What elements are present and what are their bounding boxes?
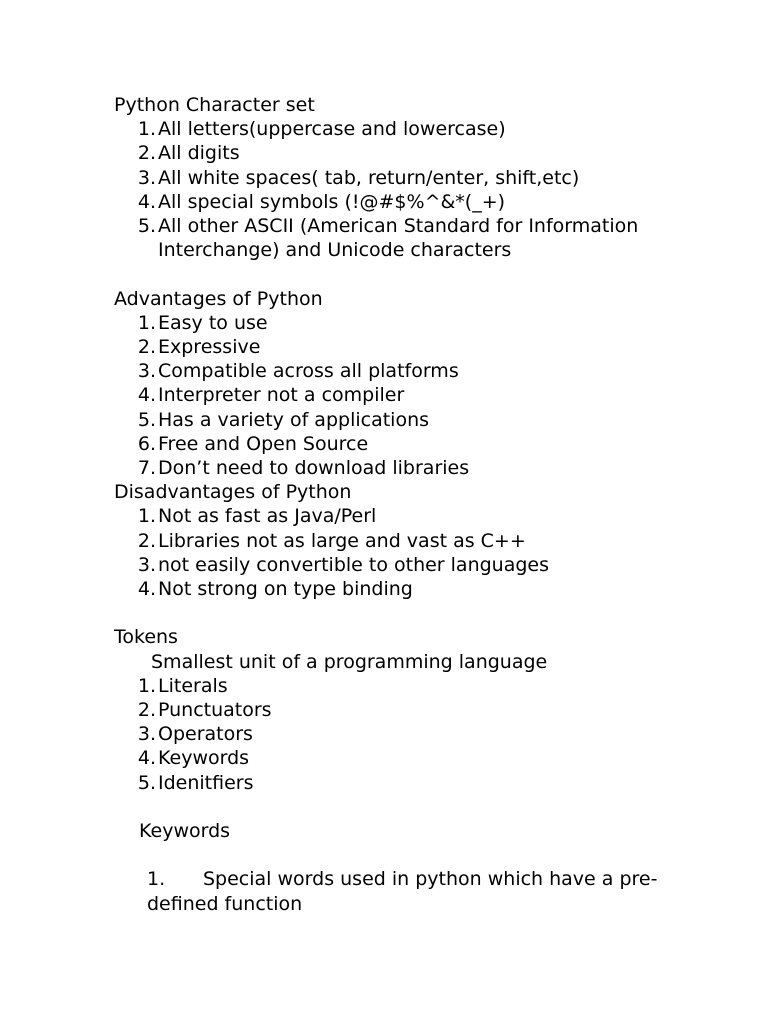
list-number: 4. <box>137 578 156 600</box>
list-text: All white spaces( tab, return/enter, shift,etc) <box>158 166 580 189</box>
list-text: Compatible across all platforms <box>158 360 459 383</box>
list-item <box>114 577 754 601</box>
list-text: All other ASCII (American Standard for Information Interchange) and Unicode characters <box>158 215 639 262</box>
list-item <box>114 746 754 770</box>
list-text: Has a variety of applications <box>158 408 430 431</box>
list-number: 2. <box>137 529 156 552</box>
list-text: Keywords <box>158 747 250 770</box>
keywords-definition <box>114 867 707 915</box>
list-item <box>114 674 754 698</box>
list-number: 1. <box>137 505 156 528</box>
list-number: 2. <box>137 335 156 358</box>
list-item <box>114 359 754 383</box>
list-text: Punctuators <box>158 698 272 721</box>
list-item <box>114 504 754 528</box>
list-item <box>114 553 754 577</box>
list-number: 7. <box>137 457 156 479</box>
list-item <box>114 214 754 262</box>
section-heading-keywords: Keywords <box>139 819 231 842</box>
list-number: 3. <box>137 553 156 576</box>
list-text: Easy to use <box>158 311 268 334</box>
list-item <box>114 408 754 432</box>
list-number: 4. <box>137 190 156 213</box>
list-number: 5. <box>137 408 156 431</box>
list-number: 2. <box>137 142 156 165</box>
list-text: Not as fast as Java/Perl <box>158 505 377 528</box>
list-item <box>114 383 754 407</box>
list-text: Idenitfiers <box>158 771 254 794</box>
list-item <box>114 335 754 359</box>
section-heading-disadvantages: Disadvantages of Python <box>114 481 352 504</box>
list-number: 4. <box>137 747 156 770</box>
advantages-list <box>114 311 754 480</box>
list-number: 2. <box>137 698 156 721</box>
list-item <box>114 456 754 480</box>
list-text: Don’t need to download libraries <box>158 457 470 479</box>
list-number: 1. <box>147 868 166 891</box>
list-text: Interpreter not a compiler <box>158 384 405 407</box>
list-item <box>114 141 754 165</box>
list-item <box>114 166 754 190</box>
list-text: Free and Open Source <box>158 432 369 455</box>
list-item <box>114 722 754 746</box>
list-number: 1. <box>137 311 156 334</box>
section-heading-tokens: Tokens <box>114 626 178 649</box>
disadvantages-list <box>114 504 754 601</box>
list-text: Expressive <box>158 335 261 358</box>
list-text: Operators <box>158 723 253 746</box>
list-number: 6. <box>137 432 156 455</box>
list-number: 3. <box>137 166 156 189</box>
list-item <box>114 311 754 335</box>
list-item <box>114 432 754 456</box>
list-number: 4. <box>137 384 156 407</box>
list-text: not easily convertible to other languages <box>158 553 550 576</box>
spacer <box>114 843 754 867</box>
list-text: Literals <box>158 674 228 697</box>
list-number: 1. <box>137 118 156 141</box>
list-number: 5. <box>137 215 156 237</box>
spacer <box>114 601 754 625</box>
section-heading-charset: Python Character set <box>114 94 315 116</box>
list-number: 5. <box>137 771 156 794</box>
list-text: Not strong on type binding <box>158 578 413 600</box>
list-number: 1. <box>137 674 156 697</box>
list-item <box>114 117 754 141</box>
tokens-definition: Smallest unit of a programming language <box>151 650 548 673</box>
list-text: All special symbols (!@#$%^&*(_+) <box>158 190 506 213</box>
list-item <box>114 698 754 722</box>
list-item <box>114 771 754 795</box>
list-text: All letters(uppercase and lowercase) <box>158 118 506 141</box>
spacer <box>114 262 754 286</box>
list-number: 3. <box>137 360 156 383</box>
list-item <box>114 190 754 214</box>
charset-list <box>114 117 754 262</box>
document-page <box>114 93 754 916</box>
list-item <box>114 529 754 553</box>
list-text: Special words used in python which have a pre-defined function <box>147 868 658 915</box>
tokens-list <box>114 674 754 795</box>
section-heading-advantages: Advantages of Python <box>114 287 323 310</box>
spacer <box>114 795 754 819</box>
list-text: All digits <box>158 142 240 165</box>
list-number: 3. <box>137 723 156 746</box>
list-text: Libraries not as large and vast as C++ <box>158 529 526 552</box>
